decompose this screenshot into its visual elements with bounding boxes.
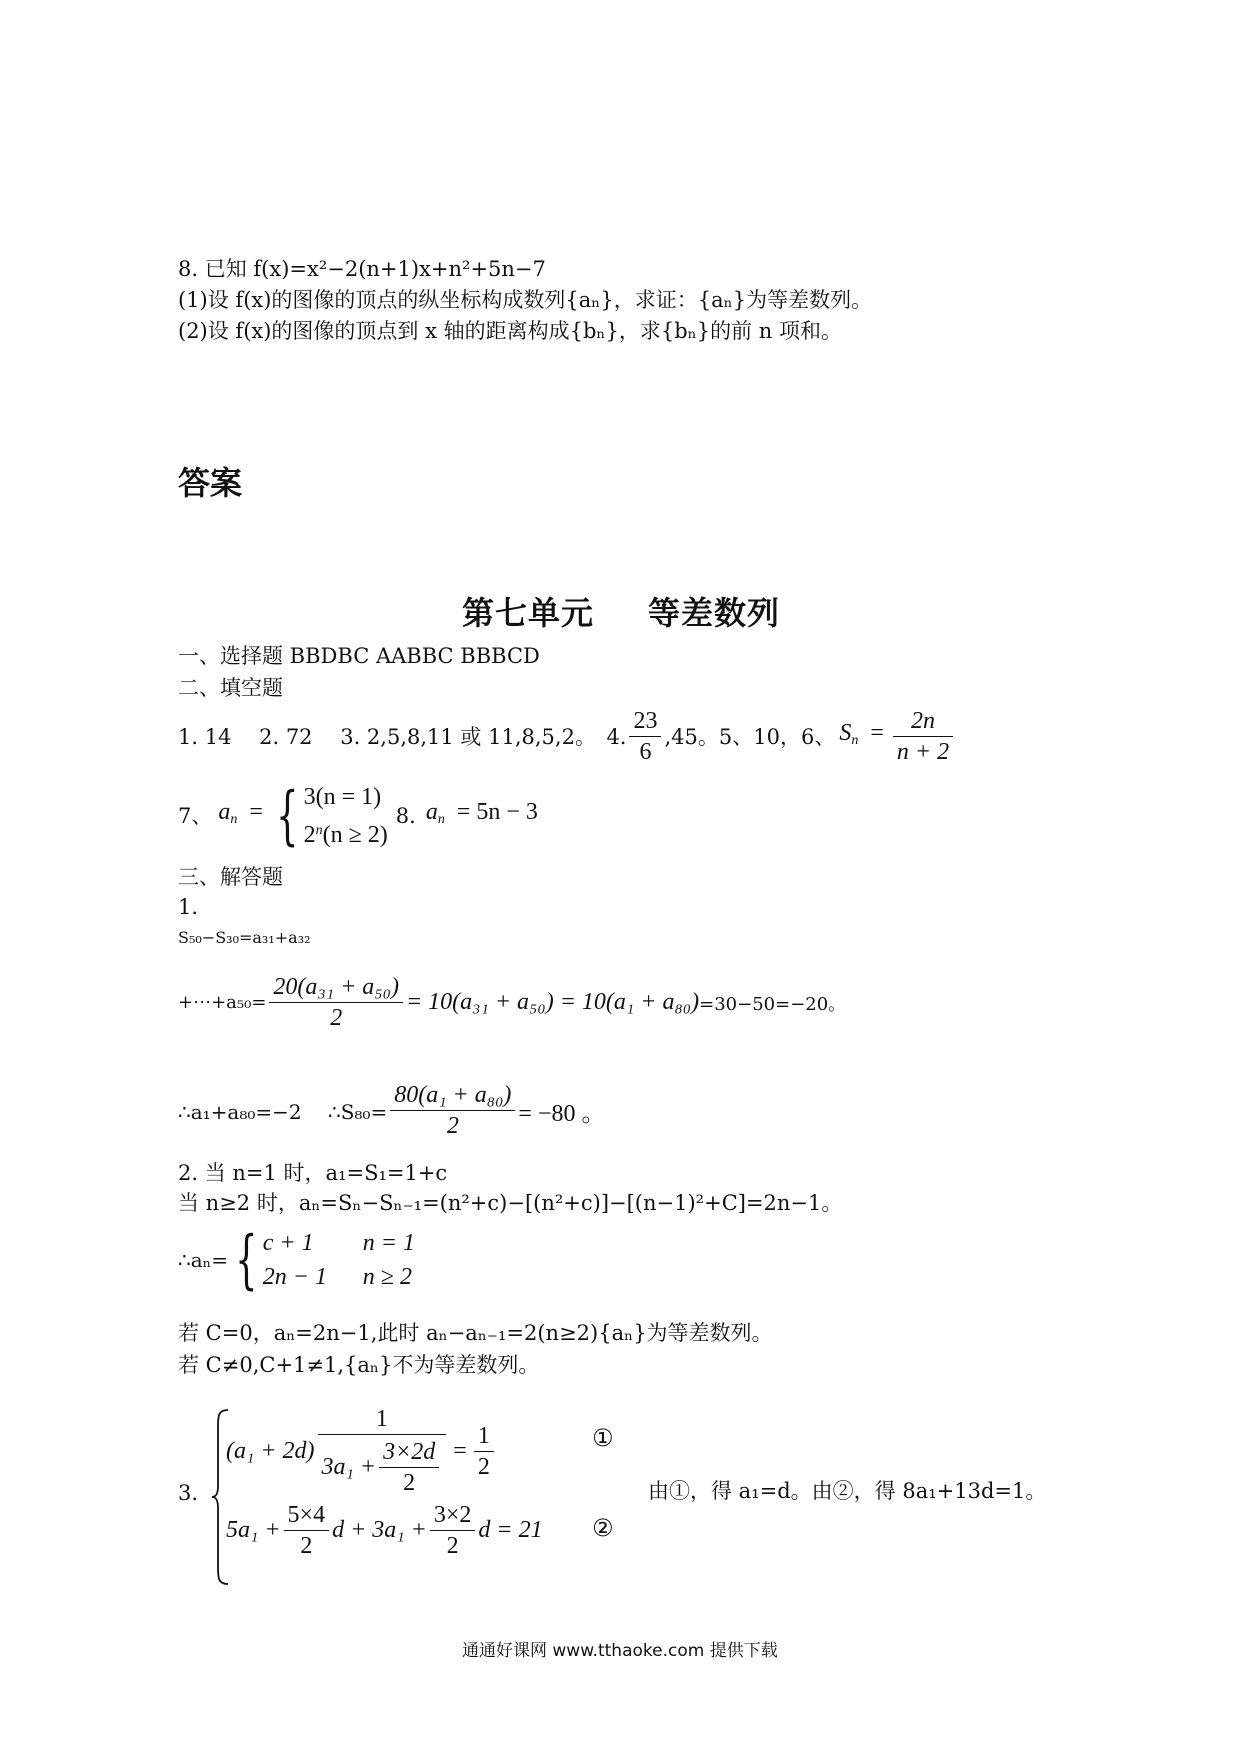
- fraction-numerator: 2n: [893, 706, 953, 737]
- solution-2-line-2: 当 n≥2 时，aₙ=Sₙ−Sₙ₋₁=(n²+c)−[(n²+c)]−[(n−1)²+C]=2n−1。: [178, 1191, 843, 1215]
- fraction-denominator: 2: [446, 1113, 459, 1139]
- solution-1-line-2: [178, 972, 846, 1033]
- fraction-20-sum: [269, 972, 403, 1033]
- solution-2-line-1: 2. 当 n=1 时，a₁=S₁=1+c: [178, 1161, 448, 1185]
- eq1-den-term: 3a₁ +: [321, 1454, 377, 1480]
- case-base: 2: [303, 822, 316, 848]
- fraction-numerator: 1: [474, 1421, 494, 1452]
- fraction-denominator: 2: [446, 1533, 459, 1559]
- fill-answers-row-2: [178, 780, 538, 852]
- fraction-numerator: 1: [318, 1404, 447, 1435]
- piecewise-cases: [263, 1226, 415, 1294]
- therefore-an: ∴aₙ=: [178, 1248, 229, 1272]
- fill-item-8-label: 8.: [395, 804, 416, 828]
- case-condition: (n ≥ 2): [322, 822, 388, 848]
- fraction-numerator: 80(a₁ + a₈₀): [390, 1080, 515, 1111]
- eq1-rhs-fraction: [474, 1421, 494, 1482]
- fraction-numerator: 20(a₃₁ + a₅₀): [269, 972, 403, 1003]
- case-row-2: [304, 814, 388, 852]
- fill-item-7-label: 7、: [178, 804, 213, 828]
- section-choice-answers: 一、选择题 BBDBC AABBC BBBCD: [178, 644, 540, 668]
- an-subscript: n: [437, 812, 445, 827]
- fraction-denominator: 6: [639, 739, 652, 765]
- fraction-2n-over-n-plus-2: [893, 706, 953, 767]
- solution-3-conclusion: 由①，得 a₁=d。由②，得 8a₁+13d=1。: [648, 1479, 1047, 1503]
- eq1-left-factor: (a₁ + 2d): [226, 1437, 315, 1464]
- case-condition: n = 1: [362, 1230, 415, 1256]
- left-brace: {: [276, 779, 299, 853]
- fill-answers-row-1: [178, 706, 956, 767]
- sn-subscript: n: [851, 732, 859, 748]
- section-solution-heading: 三、解答题: [178, 865, 283, 889]
- sn-symbol: S: [839, 719, 852, 746]
- piecewise-cases: [304, 780, 388, 852]
- an-expression: [218, 797, 269, 835]
- equals-sign: =: [870, 719, 884, 746]
- fraction-denominator: 2: [330, 1005, 343, 1031]
- fraction-numerator: 3×2: [430, 1500, 476, 1531]
- case-row-1: [263, 1226, 415, 1260]
- case-condition: n ≥ 2: [362, 1264, 412, 1290]
- fraction-denominator: 2: [477, 1453, 490, 1480]
- sum-result: =30−50=−20。: [699, 993, 847, 1015]
- eq2-fraction-2: [430, 1500, 476, 1561]
- solution-2-line-5: 若 C≠0,C+1≠1,{aₙ}不为等差数列。: [178, 1353, 540, 1377]
- case-expression: 2n − 1: [262, 1264, 327, 1290]
- solution-1-line-3: [178, 1080, 606, 1141]
- eq2-fraction-1: [284, 1500, 330, 1561]
- eq2-rhs: d = 21: [478, 1517, 543, 1543]
- eq1-main-fraction: [318, 1404, 447, 1498]
- case-expression: c + 1: [262, 1230, 314, 1256]
- fraction-numerator: 5×4: [284, 1500, 330, 1531]
- case-row-2: [263, 1260, 415, 1294]
- eq1-inner-fraction: [379, 1437, 439, 1498]
- equation-1: [226, 1404, 497, 1498]
- case-exponent: n: [315, 823, 323, 838]
- solution-1-label: 1.: [178, 895, 199, 919]
- left-brace: {: [235, 1223, 258, 1297]
- unit-title-number: 第七单元: [462, 594, 595, 632]
- fraction-denominator: 2: [300, 1533, 313, 1559]
- fraction-numerator: 3×2d: [379, 1437, 439, 1468]
- solution-2-line-4: 若 C=0，aₙ=2n−1,此时 aₙ−aₙ₋₁=2(n≥2){aₙ}为等差数列。: [178, 1321, 773, 1345]
- case-row-1: 3(n = 1): [303, 784, 382, 810]
- fraction-denominator: n + 2: [896, 739, 950, 765]
- fraction-denominator: 2: [403, 1470, 416, 1496]
- fraction-denominator: [318, 1435, 447, 1498]
- fill-items-4-6: ,45。5、10，6、: [664, 724, 836, 749]
- an-answer-8: [426, 797, 538, 835]
- eq2-term-2: d + 3a₁ +: [332, 1517, 427, 1543]
- fraction-numerator: 23: [629, 706, 661, 737]
- answer-heading: 答案: [178, 464, 243, 502]
- question-8-title: 8. 已知 f(x)=x²−2(n+1)x+n²+5n−7: [178, 257, 546, 281]
- equals-sign: =: [453, 1437, 467, 1464]
- section-fill-heading: 二、填空题: [178, 676, 283, 700]
- solution-1-line-1: S₅₀−S₃₀=a₃₁+a₃₂: [178, 928, 311, 947]
- question-8-part-1: (1)设 f(x)的图像的顶点的纵坐标构成数列{aₙ}，求证：{aₙ}为等差数列。: [178, 288, 873, 312]
- s80-result: = −80 。: [518, 1101, 606, 1127]
- question-8-part-2: (2)设 f(x)的图像的顶点到 x 轴的距离构成{bₙ}，求{bₙ}的前 n 项和。: [178, 319, 842, 343]
- footer-source: 通通好课网 www.tthaoke.com 提供下载: [462, 1641, 778, 1661]
- marker-1: ①: [592, 1424, 614, 1452]
- sum-prefix: +⋯+a₅₀=: [178, 992, 267, 1013]
- fraction-80-sum: [390, 1080, 515, 1141]
- an-symbol: a: [425, 799, 438, 825]
- sum-simplification: = 10(a₃₁ + a₅₀) = 10(a₁ + a₈₀): [405, 989, 700, 1015]
- an-subscript: n: [230, 812, 238, 827]
- sn-expression: [839, 718, 890, 756]
- an-formula: = 5n − 3: [456, 799, 538, 825]
- equals-sign: =: [249, 799, 263, 825]
- therefore-s80: ∴a₁+a₈₀=−2 ∴S₈₀=: [178, 1100, 388, 1124]
- unit-title-topic: 等差数列: [648, 594, 781, 632]
- marker-2: ②: [592, 1514, 614, 1542]
- equation-2: [226, 1500, 543, 1561]
- an-symbol: a: [218, 799, 231, 825]
- eq2-term-1: 5a₁ +: [226, 1517, 281, 1543]
- fraction-23-6: [629, 706, 661, 767]
- solution-3-label: 3.: [178, 1481, 199, 1505]
- solution-2-piecewise: [178, 1223, 415, 1297]
- fill-items-1-4: 1. 14 2. 72 3. 2,5,8,11 或 11,8,5,2。 4.: [178, 724, 627, 749]
